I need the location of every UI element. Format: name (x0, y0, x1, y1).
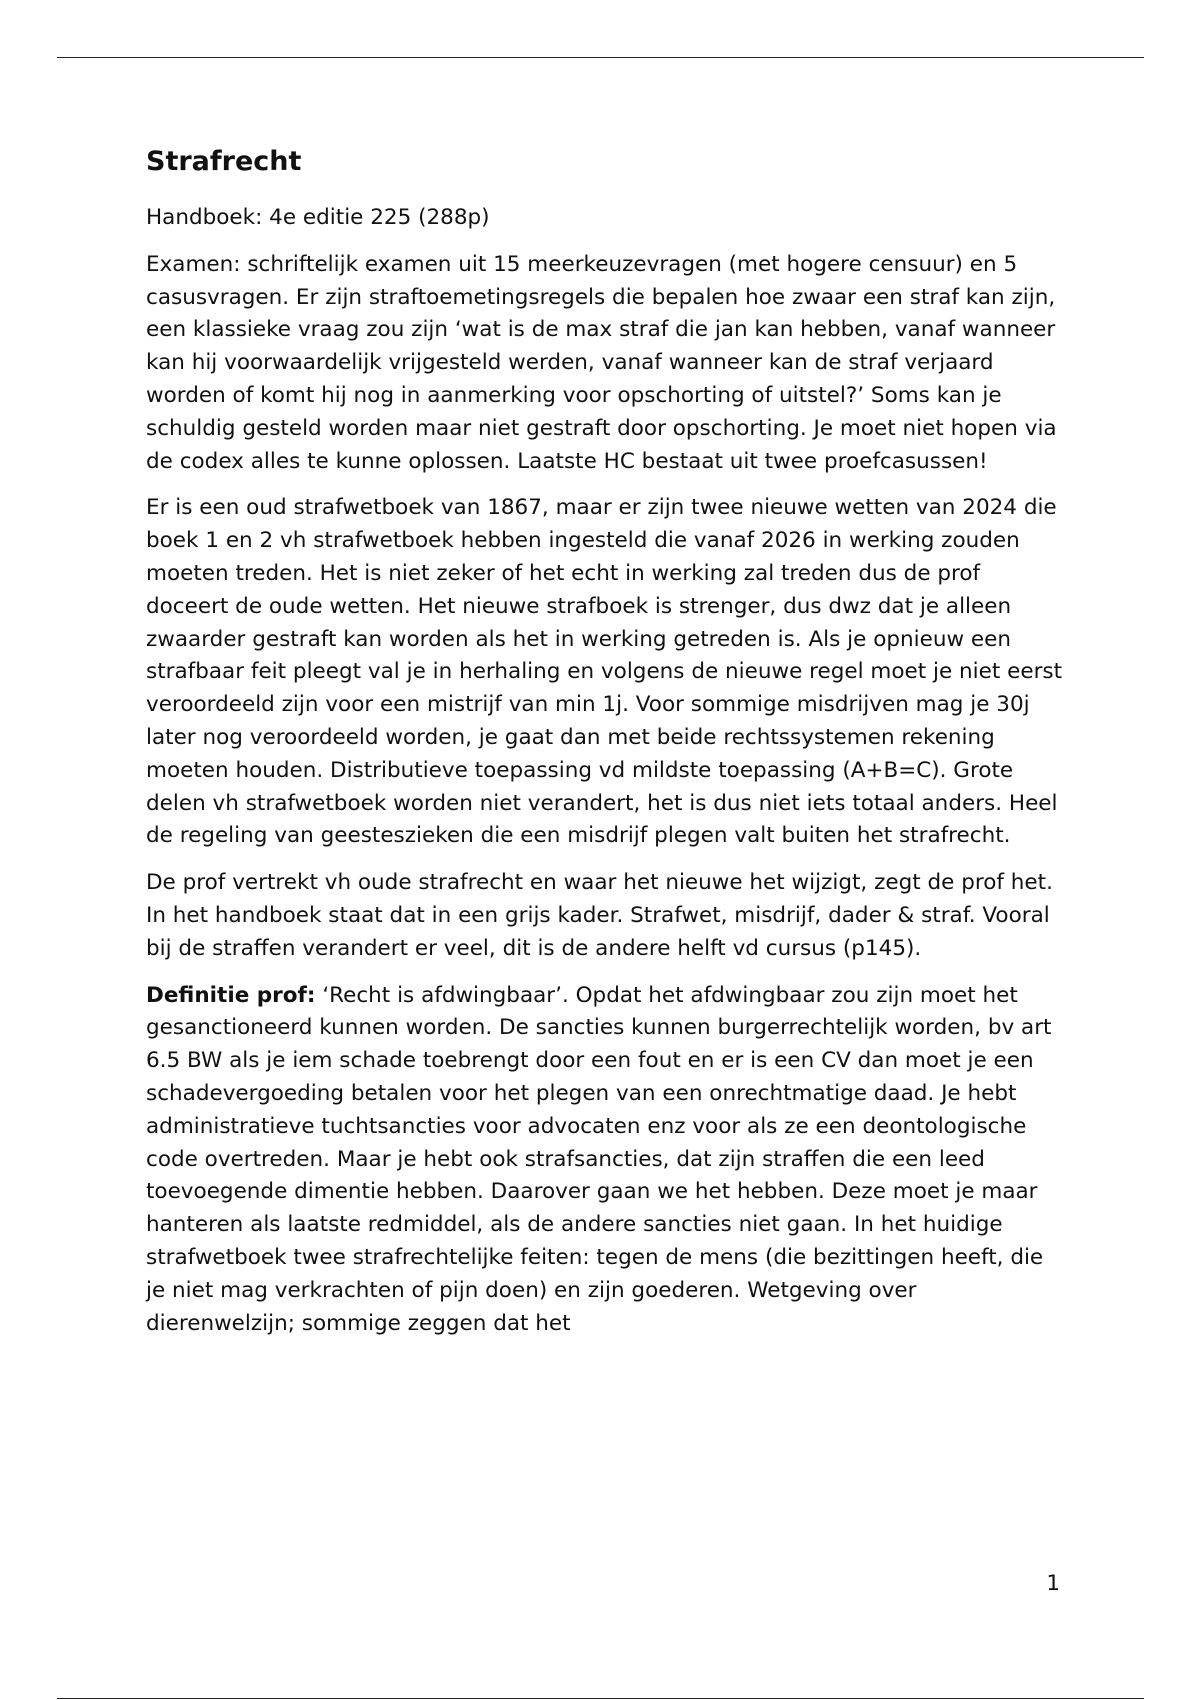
definition-text: ‘Recht is afdwingbaar’. Opdat het afdwingbaar zou zijn moet het gesanctioneerd kunnen worden. De sancties kunnen burgerrechtelijk worden, bv art 6.5 BW als je iem schade toebrengt door een fout en er is een CV dan moet je een schadevergoeding betalen voor het plegen van een onrechtmatige daad. Je hebt administratieve tuchtsancties voor advocaten enz voor als ze een deontologische code overtreden. Maar je hebt ook strafsancties, dat zijn straffen die een leed toevoegende dimentie hebben. Daarover gaan we het hebben. Deze moet je maar hanteren als laatste redmiddel, als de andere sancties niet gaan. In het huidige strafwetboek twee strafrechtelijke feiten: tegen de mens (die bezittingen heeft, die je niet mag verkrachten of pijn doen) en zijn goederen. Wetgeving over dierenwelzijn; sommige zeggen dat het (146, 982, 1052, 1336)
paragraph-strafwetboek: Er is een oud strafwetboek van 1867, maar er zijn twee nieuwe wetten van 2024 die boek 1 en 2 vh strafwetboek hebben ingesteld die vanaf 2026 in werking zouden moeten treden. Het is niet zeker of het echt in werking zal treden dus de prof doceert de oude wetten. Het nieuwe strafboek is strenger, dus dwz dat je alleen zwaarder gestraft kan worden als het in werking getreden is. Als je opnieuw een strafbaar feit pleegt val je in herhaling en volgens de nieuwe regel moet je niet eerst veroordeeld zijn voor een mistrijf van min 1j. Voor sommige misdrijven mag je 30j later nog veroordeeld worden, je gaat dan met beide rechtssystemen rekening moeten houden. Distributieve toepassing vd mildste toepassing (A+B=C). Grote delen vh strafwetboek worden niet verandert, het is dus niet iets totaal anders. Heel de regeling van geesteszieken die een misdrijf plegen valt buiten het strafrecht. (146, 495, 1063, 849)
page-number: 1 (1046, 1571, 1060, 1596)
bottom-divider (57, 1698, 1144, 1699)
definition-label: Definitie prof: (146, 982, 316, 1008)
top-divider (57, 57, 1144, 58)
document-title: Strafrecht (146, 146, 302, 177)
paragraph-definitie (146, 980, 1066, 1341)
handbook-line: Handboek: 4e editie 225 (288p) (146, 205, 490, 230)
paragraph-oude-strafrecht: De prof vertrekt vh oude strafrecht en waar het nieuwe het wijzigt, zegt de prof het. In het handboek staat dat in een grijs kader. Strafwet, misdrijf, dader & straf. Vooral bij de straffen verandert er veel, dit is de andere helft vd cursus (p145). (146, 870, 1053, 961)
page-content (146, 140, 1066, 1354)
paragraph-exam: Examen: schriftelijk examen uit 15 meerkeuzevragen (met hogere censuur) en 5 casusvragen. Er zijn straftoemetingsregels die bepalen hoe zwaar een straf kan zijn, een klassieke vraag zou zijn ‘wat is de max straf die jan kan hebben, vanaf wanneer kan hij voorwaardelijk vrijgesteld werden, vanaf wanneer kan de straf verjaard worden of komt hij nog in aanmerking voor opschorting of uitstel?’ Soms kan je schuldig gesteld worden maar niet gestraft door opschorting. Je moet niet hopen via de codex alles te kunne oplossen. Laatste HC bestaat uit twee proefcasussen! (146, 251, 1057, 474)
